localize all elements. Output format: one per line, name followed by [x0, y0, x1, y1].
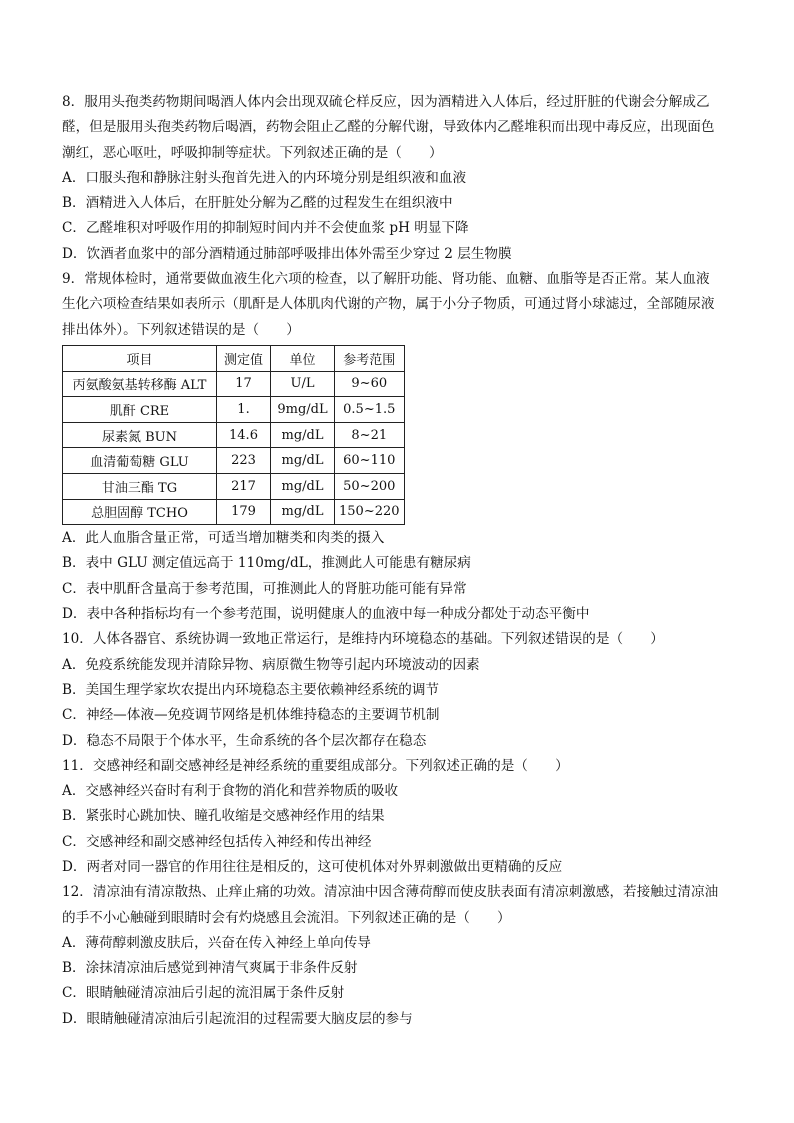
column-header: 单位: [271, 345, 335, 371]
question-stem-line: 生化六项检查结果如表所示（肌酐是人体肌肉代谢的产物，属于小分子物质，可通过肾小球滤过，全部随尿液: [62, 296, 715, 313]
option-b: B．涂抹清凉油后感觉到神清气爽属于非条件反射: [62, 960, 358, 977]
question-stem-line: 9．常规体检时，通常要做血液生化六项的检查，以了解肝功能、肾功能、血糖、血脂等是否正常。某人血液: [62, 271, 710, 288]
option-c: C．交感神经和副交感神经包括传入神经和传出神经: [62, 833, 372, 850]
question-stem-line: 醛，但是服用头孢类药物后喝酒，药物会阻止乙醛的分解代谢，导致体内乙醛堆积而出现中毒反应，出现面色: [62, 119, 715, 136]
option-c: C．表中肌酐含量高于参考范围，可推测此人的肾脏功能可能有异常: [62, 580, 467, 597]
table-cell: 50~200: [335, 473, 405, 499]
option-a: A．口服头孢和静脉注射头孢首先进入的内环境分别是组织液和血液: [62, 169, 467, 186]
table-cell: 150~220: [335, 499, 405, 525]
table-cell: 14.6: [217, 422, 271, 448]
table-cell: 179: [217, 499, 271, 525]
table-row: [63, 371, 405, 397]
table-cell: 0.5~1.5: [335, 397, 405, 423]
table-cell: 223: [217, 448, 271, 474]
question-stem-line: 12．清凉油有清凉散热、止痒止痛的功效。清凉油中因含薄荷醇而使皮肤表面有清凉刺激感，若接触过清凉油: [62, 884, 719, 901]
question-stem-line: 潮红，恶心呕吐，呼吸抑制等症状。下列叙述正确的是（ ）: [62, 144, 443, 161]
option-c: C．乙醛堆积对呼吸作用的抑制短时间内并不会使血浆 pH 明显下降: [62, 220, 469, 237]
table-row: [63, 499, 405, 525]
table-cell: 血清葡萄糖 GLU: [63, 448, 217, 474]
option-b: B．美国生理学家坎农提出内环境稳态主要依赖神经系统的调节: [62, 681, 440, 698]
option-b: B．酒精进入人体后，在肝脏处分解为乙醛的过程发生在组织液中: [62, 195, 453, 212]
option-d: D．表中各种指标均有一个参考范围，说明健康人的血液中每一种成分都处于动态平衡中: [62, 606, 590, 623]
question-9: [62, 267, 732, 627]
option-d: D．两者对同一器官的作用往往是相反的，这可使机体对外界刺激做出更精确的反应: [62, 858, 563, 875]
exam-page: [62, 90, 732, 1032]
question-11: [62, 754, 732, 880]
table-cell: 217: [217, 473, 271, 499]
option-a: A．薄荷醇刺激皮肤后，兴奋在传入神经上单向传导: [62, 934, 371, 951]
option-b: B．表中 GLU 测定值远高于 110mg/dL，推测此人可能患有糖尿病: [62, 555, 471, 572]
column-header: 项目: [63, 345, 217, 371]
option-b: B．紧张时心跳加快、瞳孔收缩是交感神经作用的结果: [62, 808, 385, 825]
table-cell: 60~110: [335, 448, 405, 474]
table-header-row: [63, 345, 405, 371]
option-d: D．饮酒者血浆中的部分酒精通过肺部呼吸排出体外需至少穿过 2 层生物膜: [62, 245, 512, 262]
table-cell: 17: [217, 371, 271, 397]
question-8: [62, 90, 732, 267]
option-d: D．稳态不局限于个体水平，生命系统的各个层次都存在稳态: [62, 732, 427, 749]
option-a: A．免疫系统能发现并清除异物、病原微生物等引起内环境波动的因素: [62, 656, 480, 673]
option-a: A．此人血脂含量正常，可适当增加糖类和肉类的摄入: [62, 530, 385, 547]
table-row: [63, 422, 405, 448]
table-cell: 8~21: [335, 422, 405, 448]
question-stem-line: 10．人体各器官、系统协调一致地正常运行，是维持内环境稳态的基础。下列叙述错误的是（ ）: [62, 631, 664, 648]
table-cell: mg/dL: [271, 448, 335, 474]
table-cell: 肌酐 CRE: [63, 397, 217, 423]
option-c: C．神经—体液—免疫调节网络是机体维持稳态的主要调节机制: [62, 707, 440, 724]
option-c: C．眼睛触碰清凉油后引起的流泪属于条件反射: [62, 985, 345, 1002]
question-10: [62, 627, 732, 753]
question-stem-line: 11．交感神经和副交感神经是神经系统的重要组成部分。下列叙述正确的是（ ）: [62, 757, 569, 774]
table-cell: 1.: [217, 397, 271, 423]
question-stem-line: 的手不小心触碰到眼睛时会有灼烧感且会流泪。下列叙述正确的是（ ）: [62, 909, 511, 926]
table-cell: 总胆固醇 TCHO: [63, 499, 217, 525]
table-cell: 甘油三酯 TG: [63, 473, 217, 499]
table-cell: 9mg/dL: [271, 397, 335, 423]
table-row: [63, 448, 405, 474]
table-cell: 尿素氮 BUN: [63, 422, 217, 448]
table-cell: U/L: [271, 371, 335, 397]
question-stem-line: 排出体外）。下列叙述错误的是（ ）: [62, 321, 300, 338]
column-header: 测定值: [217, 345, 271, 371]
table-cell: mg/dL: [271, 499, 335, 525]
table-row: [63, 473, 405, 499]
question-stem-line: 8．服用头孢类药物期间喝酒人体内会出现双硫仑样反应，因为酒精进入人体后，经过肝脏的代谢会分解成乙: [62, 94, 710, 110]
blood-test-table: [62, 345, 405, 525]
table-cell: 丙氨酸氨基转移酶 ALT: [63, 371, 217, 397]
table-cell: mg/dL: [271, 473, 335, 499]
table-cell: mg/dL: [271, 422, 335, 448]
column-header: 参考范围: [335, 345, 405, 371]
option-d: D．眼睛触碰清凉油后引起流泪的过程需要大脑皮层的参与: [62, 1010, 413, 1027]
table-cell: 9~60: [335, 371, 405, 397]
table-row: [63, 397, 405, 423]
option-a: A．交感神经兴奋时有利于食物的消化和营养物质的吸收: [62, 783, 399, 800]
question-12: [62, 880, 732, 1032]
